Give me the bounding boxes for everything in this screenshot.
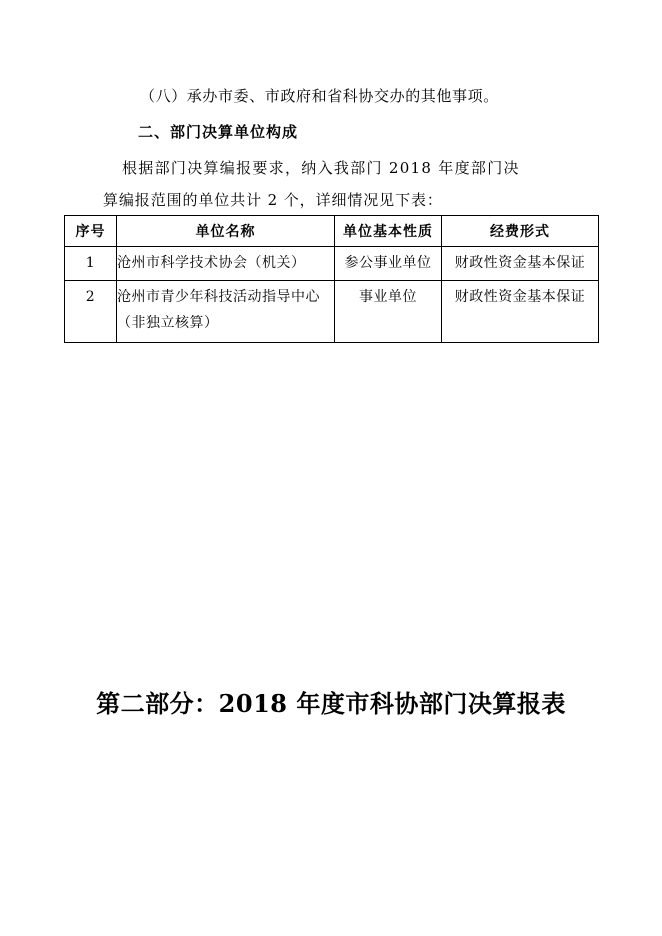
header-no: 序号 (65, 216, 117, 247)
table-row (65, 247, 599, 281)
unit-table (64, 215, 599, 343)
cell-no: 1 (65, 247, 117, 281)
item-8-text: （八）承办市委、市政府和省科协交办的其他事项。 (140, 87, 499, 105)
cell-funding: 财政性资金基本保证 (442, 247, 599, 281)
header-unit-name: 单位名称 (117, 216, 335, 247)
cell-unit-name: 沧州市科学技术协会（机关） (117, 247, 335, 281)
cell-funding: 财政性资金基本保证 (442, 281, 599, 343)
cell-unit-type: 事业单位 (335, 281, 442, 343)
section-heading: 二、部门决算单位构成 (138, 123, 299, 141)
cell-no: 2 (65, 281, 117, 343)
part-title: 第二部分：2018 年度市科协部门决算报表 (96, 689, 566, 718)
header-unit-type: 单位基本性质 (335, 216, 442, 247)
cell-unit-name: 沧州市青少年科技活动指导中心（非独立核算） (117, 281, 335, 343)
table-row (65, 281, 599, 343)
intro-text-line-1: 根据部门决算编报要求，纳入我部门 2018 年度部门决 (122, 159, 520, 177)
header-funding: 经费形式 (442, 216, 599, 247)
cell-unit-type: 参公事业单位 (335, 247, 442, 281)
table-header-row (65, 216, 599, 247)
intro-text-line-2: 算编报范围的单位共计 2 个，详细情况见下表： (103, 191, 443, 209)
